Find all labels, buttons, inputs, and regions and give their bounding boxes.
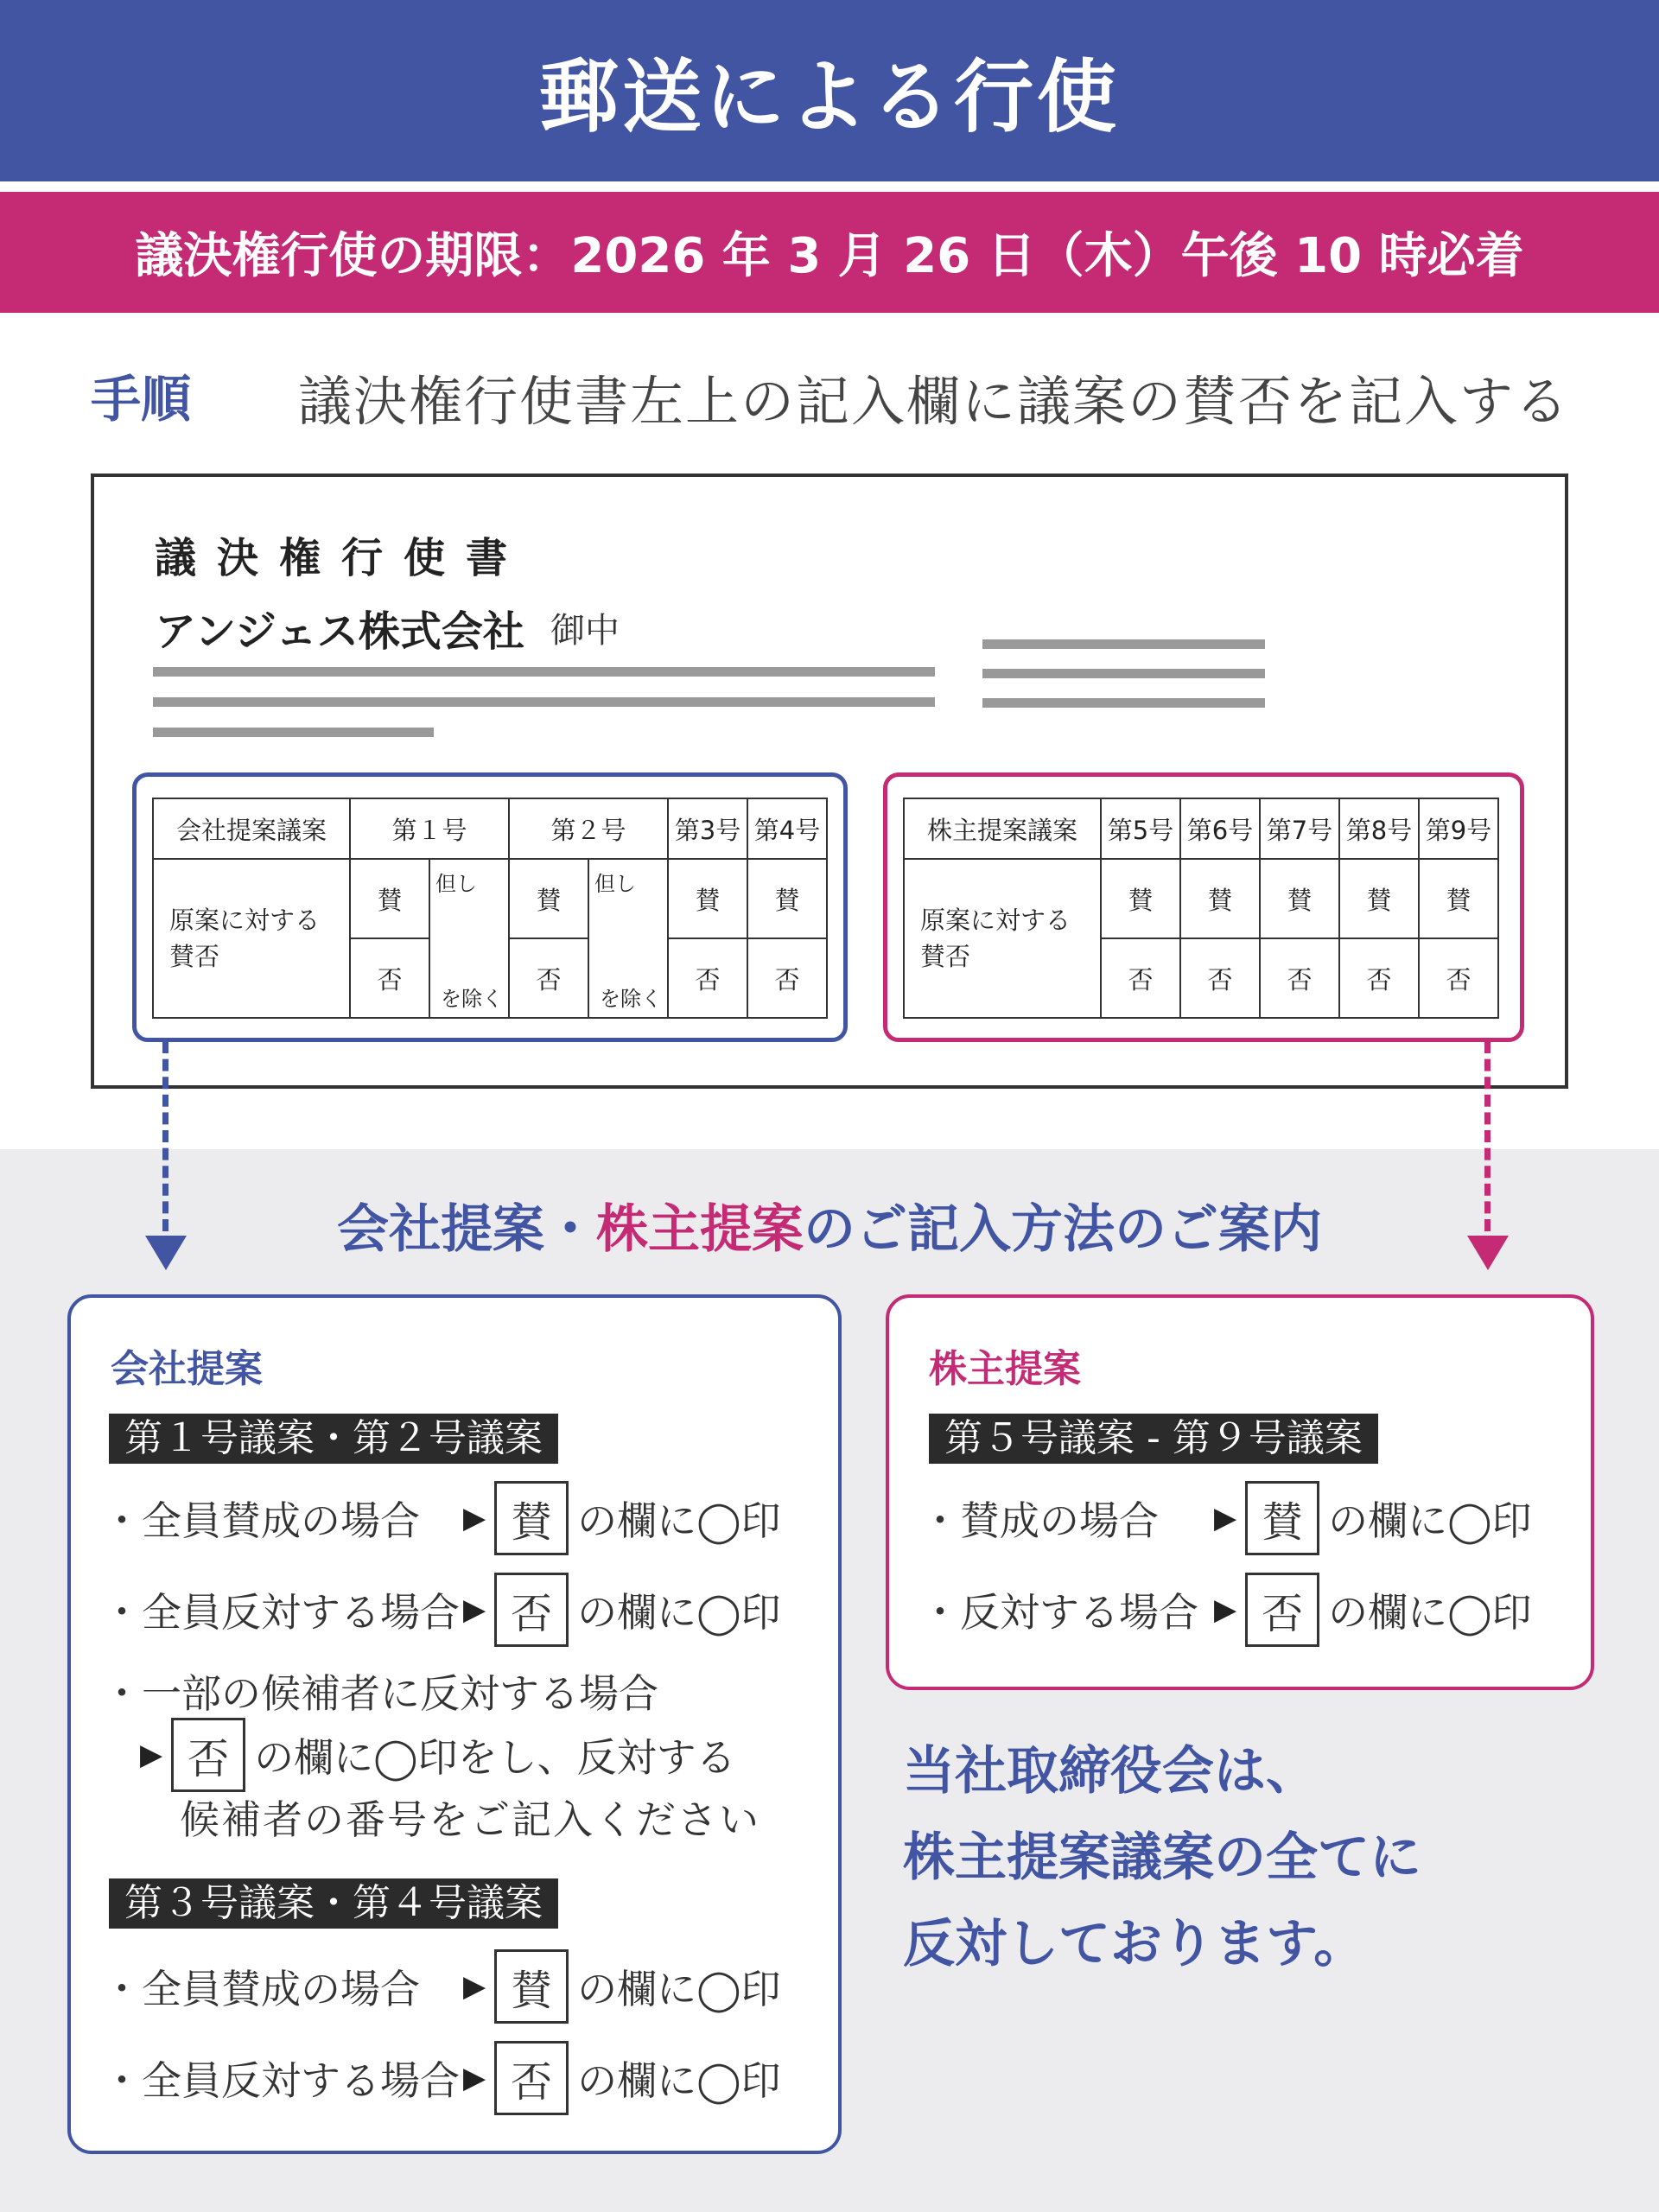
approve-cell[interactable]: 賛 [1180,859,1260,938]
reject-box: 否 [494,1573,569,1647]
col-header: 第8号 [1339,798,1419,859]
proposal-label: 第３号議案・第４号議案 [109,1878,558,1929]
holder-vote-frame [883,772,1524,1042]
row-label: 原案に対する 賛否 [153,859,350,1018]
approve-cell[interactable]: 賛 [1260,859,1339,938]
instruction-line: ・全員反対する場合 ▶ 否 の欄に◯印 [102,2039,781,2117]
col-header: 第6号 [1180,798,1260,859]
reject-cell[interactable]: 否 [1260,938,1339,1018]
placeholder-line [982,669,1265,678]
play-icon: ▶ [140,1738,163,1772]
company-proposal-card [67,1294,842,2154]
reject-cell[interactable]: 否 [350,938,429,1018]
play-icon: ▶ [1214,1592,1237,1627]
page-title: 郵送による行使 [538,51,1120,143]
col-header: 第２号 [509,798,668,859]
approve-cell[interactable]: 賛 [747,859,827,938]
approve-cell[interactable]: 賛 [350,859,429,938]
placeholder-line [982,698,1265,708]
reject-cell[interactable]: 否 [509,938,588,1018]
reject-box: 否 [494,2041,569,2115]
shareholder-proposal-card [886,1294,1594,1690]
holder-vote-table [903,798,1499,1019]
company-vote-table [152,798,828,1019]
reject-cell[interactable]: 否 [1339,938,1419,1018]
form-title: 議決権行使書 [155,534,529,582]
proposal-label: 第５号議案 - 第９号議案 [929,1414,1378,1464]
col-header: 第5号 [1101,798,1180,859]
guide-title: 会社提案・株主提案のご記入方法のご案内 [337,1199,1322,1260]
play-icon: ▶ [463,1969,486,2004]
approve-cell[interactable]: 賛 [668,859,747,938]
company-table-header: 会社提案議案 [153,798,350,859]
instruction-line: ・全員反対する場合 ▶ 否 の欄に◯印 [102,1571,781,1649]
instruction-line: ・賛成の場合 ▶ 賛 の欄に◯印 [920,1479,1532,1557]
approve-cell[interactable]: 賛 [509,859,588,938]
reject-box: 否 [1245,1573,1319,1647]
reject-cell[interactable]: 否 [747,938,827,1018]
form-company-name: アンジェス株式会社 [155,607,524,656]
reject-cell[interactable]: 否 [1101,938,1180,1018]
play-icon: ▶ [463,1592,486,1627]
reject-cell[interactable]: 否 [1419,938,1498,1018]
deadline-banner [0,192,1659,313]
row-label: 原案に対する 賛否 [904,859,1101,1018]
procedure-label: 手順 [91,370,192,429]
approve-box: 賛 [1245,1481,1319,1555]
col-header: 第7号 [1260,798,1339,859]
placeholder-line [153,667,935,677]
approve-cell[interactable]: 賛 [1101,859,1180,938]
instruction-line: ・全員賛成の場合 ▶ 賛 の欄に◯印 [102,1948,781,2025]
col-header: 第4号 [747,798,827,859]
approve-cell[interactable]: 賛 [1339,859,1419,938]
company-vote-frame [132,772,848,1042]
card-title: 会社提案 [111,1347,263,1391]
col-header: 第3号 [668,798,747,859]
voting-form-sample [91,474,1568,1089]
approve-box: 賛 [494,1949,569,2024]
play-icon: ▶ [1214,1501,1237,1535]
holder-table-header: 株主提案議案 [904,798,1101,859]
reject-cell[interactable]: 否 [1180,938,1260,1018]
instruction-line: ▶ 否 の欄に◯印をし、反対する [140,1716,736,1794]
instruction-line: ・一部の候補者に反対する場合 [102,1670,658,1717]
placeholder-line [153,728,434,737]
procedure-text: 議決権行使書左上の記入欄に議案の賛否を記入する [298,370,1571,433]
reject-box: 否 [171,1718,245,1792]
instruction-line: ・全員賛成の場合 ▶ 賛 の欄に◯印 [102,1479,781,1557]
play-icon: ▶ [463,2061,486,2095]
except-cell[interactable]: 但し を除く [429,859,509,1018]
proposal-label: 第１号議案・第２号議案 [109,1414,558,1464]
card-title: 株主提案 [929,1347,1081,1391]
play-icon: ▶ [463,1501,486,1535]
placeholder-line [153,697,935,707]
form-onchu: 御中 [550,611,620,651]
instruction-line: 候補者の番号をご記入ください [180,1796,760,1843]
approve-cell[interactable]: 賛 [1419,859,1498,938]
col-header: 第１号 [350,798,509,859]
board-statement: 当社取締役会は、 株主提案議案の全てに 反対しております。 [903,1741,1421,1974]
page-header [0,0,1659,181]
instruction-line: ・反対する場合 ▶ 否 の欄に◯印 [920,1571,1532,1649]
except-cell[interactable]: 但し を除く [588,859,668,1018]
deadline-text: 議決権行使の期限：2026 年 3 月 26 日（木）午後 10 時必着 [135,228,1524,284]
placeholder-line [982,639,1265,649]
col-header: 第9号 [1419,798,1498,859]
approve-box: 賛 [494,1481,569,1555]
reject-cell[interactable]: 否 [668,938,747,1018]
